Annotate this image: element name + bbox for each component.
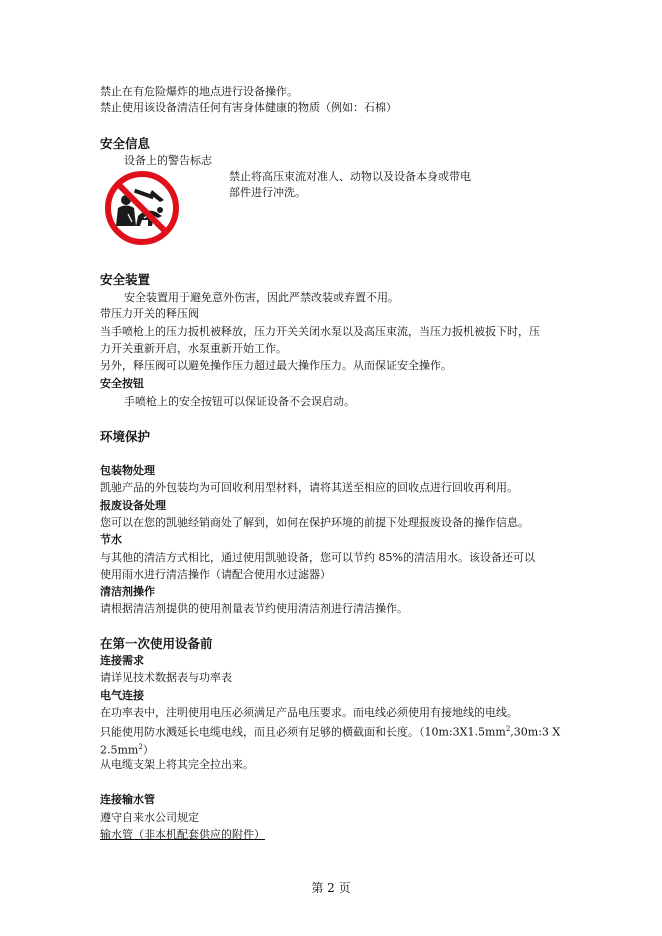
hose-text: 遵守自来水公司规定 — [100, 811, 199, 824]
detergent-heading: 清洁剂操作 — [100, 585, 155, 598]
page-number: 第 2 页 — [311, 881, 351, 895]
disposal-text: 您可以在您的凯驰经销商处了解到，如何在保护环境的前提下处理报废设备的操作信息。 — [100, 516, 529, 529]
water-saving-line1: 与其他的清洁方式相比，通过使用凯驰设备，您可以节约 85%的清洁用水。该设备还可以 — [100, 551, 535, 564]
packaging-heading: 包装物处理 — [100, 464, 155, 477]
no-spray-people-animals-icon — [104, 170, 180, 246]
relief-valve-text-line1: 当手喷枪上的压力扳机被释放，压力开关关闭水泵以及高压束流，当压力扳机被扳下时，压 — [100, 325, 540, 338]
safety-devices-heading: 安全装置 — [100, 272, 151, 287]
detergent-text: 请根据清洁剂提供的使用剂量表节约使用清洁剂进行清洁操作。 — [100, 602, 408, 615]
packaging-text: 凯驰产品的外包装均为可回收利用型材料，请将其送至相应的回收点进行回收再利用。 — [100, 481, 518, 494]
electrical-text-line3: $2.5mm^2$） — [100, 743, 154, 757]
first-use-heading: 在第一次使用设备前 — [100, 636, 213, 651]
connect-requirements-text: 请详见技术数据表与功率表 — [100, 671, 232, 684]
electrical-text-line1: 在功率表中，注明使用电压必须满足产品电压要求。而电线必须使用有接地线的电线。 — [100, 706, 518, 719]
electrical-text-line2: 只能使用防水溅延长电缆电线，而且必须有足够的横截面和长度。（$10m:3X1.5mm^2,30m:3$ X — [100, 725, 561, 739]
water-saving-line2: 使用雨水进行清洁操作（请配合使用水过滤器） — [100, 568, 331, 581]
hose-heading: 连接输水管 — [100, 793, 155, 806]
safety-info-heading: 安全信息 — [100, 136, 151, 151]
prohibition-explosive: 禁止在有危险爆炸的地点进行设备操作。 — [100, 85, 298, 98]
electrical-heading: 电气连接 — [100, 689, 144, 702]
relief-valve-text-2: 另外，释压阀可以避免操作压力超过最大操作压力。从而保证安全操作。 — [100, 359, 452, 372]
warning-sign-subtitle: 设备上的警告标志 — [124, 154, 212, 167]
safety-devices-intro: 安全装置用于避免意外伤害，因此严禁改装或弃置不用。 — [124, 291, 399, 304]
warning-text-line1: 禁止将高压束流对准人、动物以及设备本身或带电 — [229, 170, 471, 183]
safety-button-text: 手喷枪上的安全按钮可以保证设备不会误启动。 — [124, 395, 355, 408]
connect-requirements-heading: 连接需求 — [100, 654, 144, 667]
hose-note: 输水管（非本机配套供应的附件） — [100, 828, 265, 841]
cable-text: 从电缆支架上将其完全拉出来。 — [100, 758, 254, 771]
relief-valve-text-line2: 力开关重新开启，水泵重新开始工作。 — [100, 342, 287, 355]
warning-text-line2: 部件进行冲洗。 — [229, 186, 306, 199]
environment-heading: 环境保护 — [100, 429, 151, 444]
prohibition-harmful: 禁止使用该设备清洁任何有害身体健康的物质（例如：石棉） — [100, 101, 397, 114]
relief-valve-title: 带压力开关的释压阀 — [100, 307, 199, 320]
safety-button-heading: 安全按钮 — [100, 377, 144, 390]
disposal-heading: 报废设备处理 — [100, 499, 166, 512]
water-saving-heading: 节水 — [100, 533, 122, 546]
